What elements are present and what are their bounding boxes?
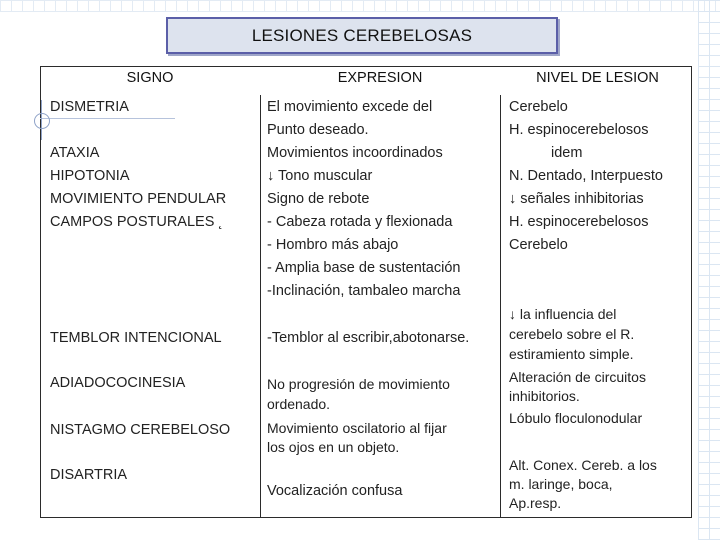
nivel-line: Cerebelo	[509, 99, 568, 115]
nivel-line: idem	[551, 145, 583, 161]
expresion-line: Movimiento oscilatorio al fijar	[267, 420, 447, 436]
slide-title: LESIONES CEREBELOSAS	[166, 17, 558, 54]
expresion-line: No progresión de movimiento	[267, 376, 450, 392]
expresion-line: ordenado.	[267, 396, 331, 412]
signo-campos-posturales: CAMPOS POSTURALES ˛	[50, 214, 224, 230]
nivel-line: cerebelo sobre el R.	[509, 326, 635, 342]
expresion-line: Punto deseado.	[267, 122, 369, 138]
column-divider-2	[500, 95, 501, 518]
expresion-line: - Hombro más abajo	[267, 237, 399, 253]
expresion-line: Movimientos incoordinados	[267, 145, 443, 161]
signo-ataxia: ATAXIA	[50, 145, 100, 161]
nivel-line: Alteración de circuitos	[509, 369, 646, 385]
nivel-line: m. laringe, boca,	[509, 476, 613, 492]
nivel-line: Cerebelo	[509, 237, 568, 253]
nivel-line: H. espinocerebelosos	[509, 122, 649, 138]
nivel-line: H. espinocerebelosos	[509, 214, 649, 230]
expresion-line: ↓ Tono muscular	[267, 168, 373, 184]
nivel-line: estiramiento simple.	[509, 346, 634, 362]
nivel-line: N. Dentado, Interpuesto	[509, 168, 663, 184]
background-grid-right	[698, 0, 720, 540]
signo-movimiento-pendular: MOVIMIENTO PENDULAR	[50, 191, 227, 207]
nivel-line: Alt. Conex. Cereb. a los	[509, 457, 657, 473]
header-signo: SIGNO	[126, 70, 174, 86]
header-expresion: EXPRESION	[337, 70, 423, 86]
signo-disartria: DISARTRIA	[50, 467, 128, 483]
signo-nistagmo: NISTAGMO CEREBELOSO	[50, 422, 231, 438]
signo-adiadococinesia: ADIADOCOCINESIA	[50, 375, 186, 391]
signo-dismetria: DISMETRIA	[50, 99, 129, 115]
expresion-line: los ojos en un objeto.	[267, 439, 400, 455]
nivel-line: Ap.resp.	[509, 495, 562, 511]
column-divider-1	[260, 95, 261, 518]
decoration-circle	[34, 113, 50, 129]
expresion-line: El movimiento excede del	[267, 99, 433, 115]
expresion-line: - Cabeza rotada y flexionada	[267, 214, 453, 230]
nivel-line: ↓ señales inhibitorias	[509, 191, 644, 207]
nivel-line: ↓ la influencia del	[509, 306, 617, 322]
expresion-line: Vocalización confusa	[267, 483, 403, 499]
nivel-line: inhibitorios.	[509, 388, 580, 404]
header-nivel: NIVEL DE LESION	[536, 70, 659, 86]
expresion-line: -Temblor al escribir,abotonarse.	[267, 330, 470, 346]
nivel-line: Lóbulo floculonodular	[509, 410, 643, 426]
expresion-line: Signo de rebote	[267, 191, 370, 207]
expresion-line: - Amplia base de sustentación	[267, 260, 461, 276]
expresion-line: -Inclinación, tambaleo marcha	[267, 283, 461, 299]
background-grid-top	[0, 0, 720, 12]
signo-hipotonia: HIPOTONIA	[50, 168, 130, 184]
signo-temblor-intencional: TEMBLOR INTENCIONAL	[50, 330, 222, 346]
